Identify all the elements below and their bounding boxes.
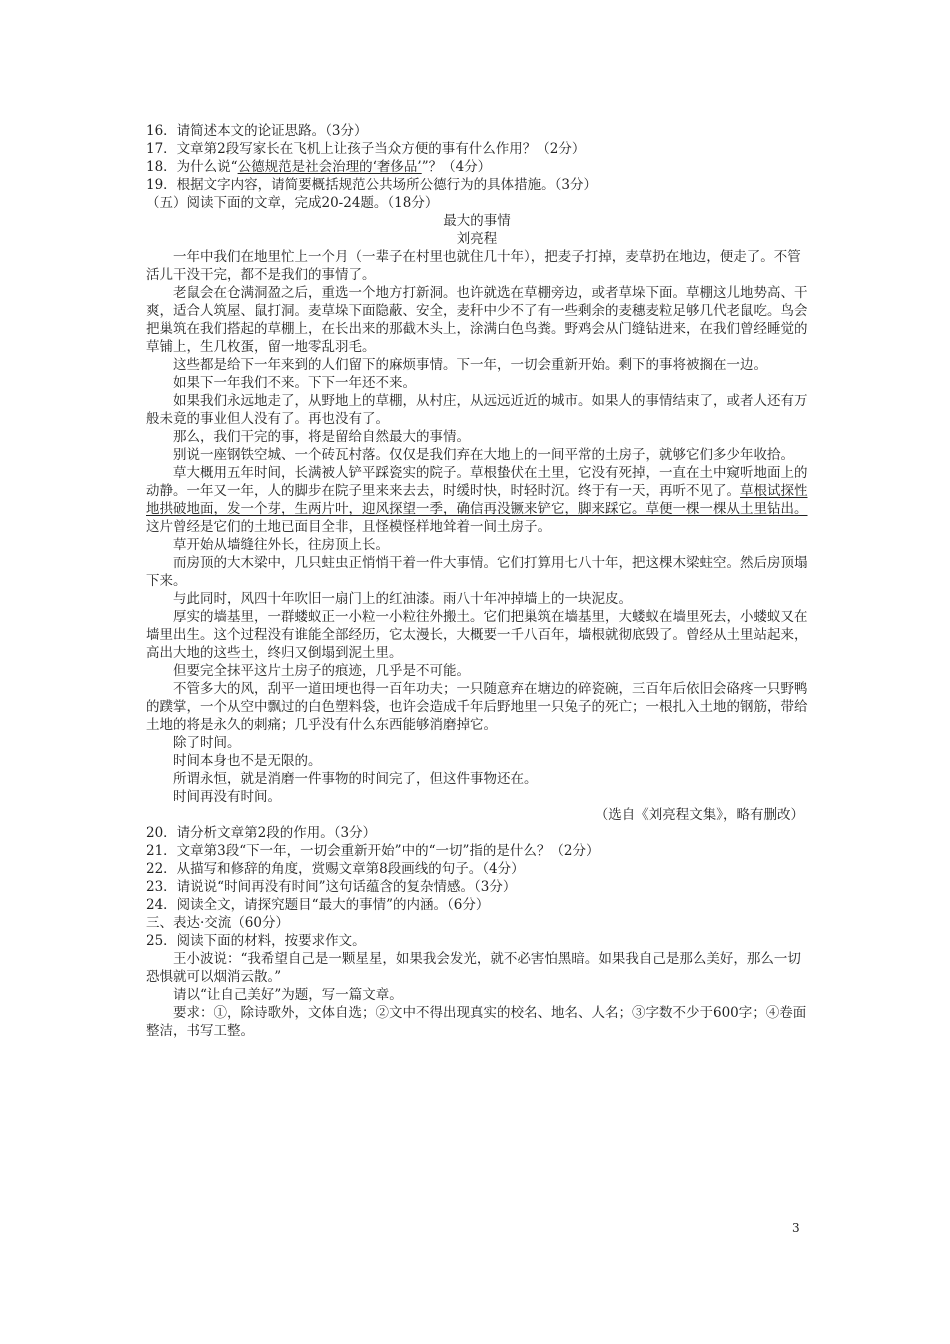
- paragraph-1: 一年中我们在地里忙上一个月（一辈子在村里也就住几十年），把麦子打掉，麦草扔在地边，便走了。不管活儿干没干完，都不是我们的事情了。: [146, 249, 801, 283]
- question-22: 22．从描写和修辞的角度，赏赐文章第8段画线的句子。（4分）: [146, 861, 525, 877]
- question-25: 25．阅读下面的材料，按要求作文。: [146, 933, 366, 949]
- paragraph-8: [146, 464, 808, 536]
- paragraph-14: 不管多大的风，刮平一道田埂也得一百年功夫；一只随意弃在塘边的碎瓷碗，三百年后依旧会硌疼一只野鸭的蹼掌，一个从空中飘过的白色塑料袋，也许会造成千年后野地里一只兔子的死亡；一根扎入土地的钢筋，带给土地的将是永久的刺痛；几乎没有什么东西能够消磨掉它。: [146, 681, 808, 733]
- q18-underlined-quote: 公德规范是社会治理的‘奢侈品’: [237, 159, 422, 175]
- question-24: 24．阅读全文，请探究题目“最大的事情”的内涵。（6分）: [146, 897, 490, 913]
- paragraph-13: 但要完全抹平这片土房子的痕迹，几乎是不可能。: [173, 663, 470, 679]
- paragraph-10: 而房顶的大木梁中，几只蛀虫正悄悄干着一件大事情。它们打算用七八十年，把这棵木梁蛀空。然后房顶塌下来。: [146, 555, 808, 589]
- section-3-heading: 三、表达·交流（60分）: [146, 915, 289, 931]
- paragraph-16: 时间本身也不是无限的。: [173, 753, 322, 769]
- question-19: 19．根据文字内容，请简要概括规范公共场所公德行为的具体措施。（3分）: [146, 177, 598, 193]
- paragraph-11: 与此同时，风四十年吹旧一扇门上的红油漆。雨八十年冲掉墙上的一块泥皮。: [173, 591, 632, 607]
- source-note: （选自《刘亮程文集》，略有删改）: [594, 807, 804, 823]
- section-5-intro: （五）阅读下面的文章，完成20-24题。（18分）: [146, 195, 439, 211]
- essay-material: 王小波说：“我希望自己是一颗星星，如果我会发光，就不必害怕黑暗。如果我自己是那么美好，那么一切恐惧就可以烟消云散。”: [146, 951, 801, 985]
- page-number: 3: [792, 1221, 800, 1235]
- q18-prefix: 18．为什么说“: [146, 159, 238, 175]
- paragraph-7: 别说一座钢铁空城、一个砖瓦村落。仅仅是我们弃在大地上的一间平常的土房子，就够它们多少年收拾。: [173, 447, 794, 463]
- essay-requirements: 要求：①，除诗歌外，文体自选；②文中不得出现真实的校名、地名、人名；③字数不少于600字；④卷面整洁，书写工整。: [146, 1005, 807, 1039]
- paragraph-5: 如果我们永远地走了，从野地上的草棚，从村庄，从远远近近的城市。如果人的事情结束了，或者人还有万般未竟的事业但人没有了。再也没有了。: [146, 393, 808, 427]
- paragraph-18: 时间再没有时间。: [173, 789, 281, 805]
- question-23: 23．请说说“时间再没有时间”这句话蕴含的复杂情感。（3分）: [146, 879, 517, 895]
- paragraph-2: 老鼠会在仓满洞盈之后，重选一个地方打新洞。也许就选在草棚旁边，或者草垛下面。草棚这儿地势高、干爽，适合人筑屋、鼠打洞。麦草垛下面隐蔽、安全，麦秆中少不了有一些剩余的麦穗麦粒足够几代老鼠吃。鸟会把巢筑在我们搭起的草棚上，在长出来的那截木头上，涂满白色鸟粪。野鸡会从门缝钻进来，在我们曾经睡觉的草铺上，生几枚蛋，留一地零乱羽毛。: [146, 285, 808, 355]
- p8-underlined-sentence: 草根试探性地拱破地面，发一个芽，生两片叶，迎风探望一季，确信再没镢来铲它，脚来踩它。草便一棵一棵从土里钻出。: [146, 483, 808, 517]
- q18-suffix: ”？（4分）: [421, 159, 492, 175]
- p8-post: 这片曾经是它们的土地已面目全非，且怪模怪样地耸着一间土房子。: [146, 519, 551, 535]
- paragraph-12: 厚实的墙基里，一群蝼蚁正一小粒一小粒往外搬土。它们把巢筑在墙基里，大蝼蚁在墙里死去，小蝼蚁又在墙里出生。这个过程没有谁能全部经历，它太漫长，大概要一千八百年，墙根就彻底毁了。曾经从土里站起来，高出大地的这些土，终归又倒塌到泥土里。: [146, 609, 808, 661]
- paragraph-4: 如果下一年我们不来。下下一年还不来。: [173, 375, 416, 391]
- document-page: [146, 122, 808, 1040]
- question-21: 21．文章第3段“下一年，一切会重新开始”中的“一切”指的是什么？（2分）: [146, 843, 600, 859]
- paragraph-9: 草开始从墙缝往外长，往房顶上长。: [173, 537, 389, 553]
- question-17: 17．文章第2段写家长在飞机上让孩子当众方便的事有什么作用？（2分）: [146, 141, 586, 157]
- essay-prompt: 请以“让自己美好”为题，写一篇文章。: [173, 987, 403, 1003]
- paragraph-15: 除了时间。: [173, 735, 241, 751]
- question-20: 20．请分析文章第2段的作用。（3分）: [146, 825, 377, 841]
- question-18: [146, 158, 808, 176]
- article-title: 最大的事情: [443, 213, 511, 229]
- paragraph-3: 这些都是给下一年来到的人们留下的麻烦事情。下一年，一切会重新开始。剩下的事将被搁在一边。: [173, 357, 767, 373]
- p8-pre: 草大概用五年时间，长满被人铲平踩瓷实的院子。草根蛰伏在土里，它没有死掉，一直在土中窥听地面上的动静。一年又一年，人的脚步在院子里来来去去，时缓时快，时轻时沉。终于有一天，再听不见了。: [146, 465, 808, 499]
- question-16: 16．请简述本文的论证思路。（3分）: [146, 123, 368, 139]
- paragraph-17: 所谓永恒，就是消磨一件事物的时间完了，但这件事物还在。: [173, 771, 538, 787]
- paragraph-6: 那么，我们干完的事，将是留给自然最大的事情。: [173, 429, 470, 445]
- article-author: 刘亮程: [456, 231, 498, 247]
